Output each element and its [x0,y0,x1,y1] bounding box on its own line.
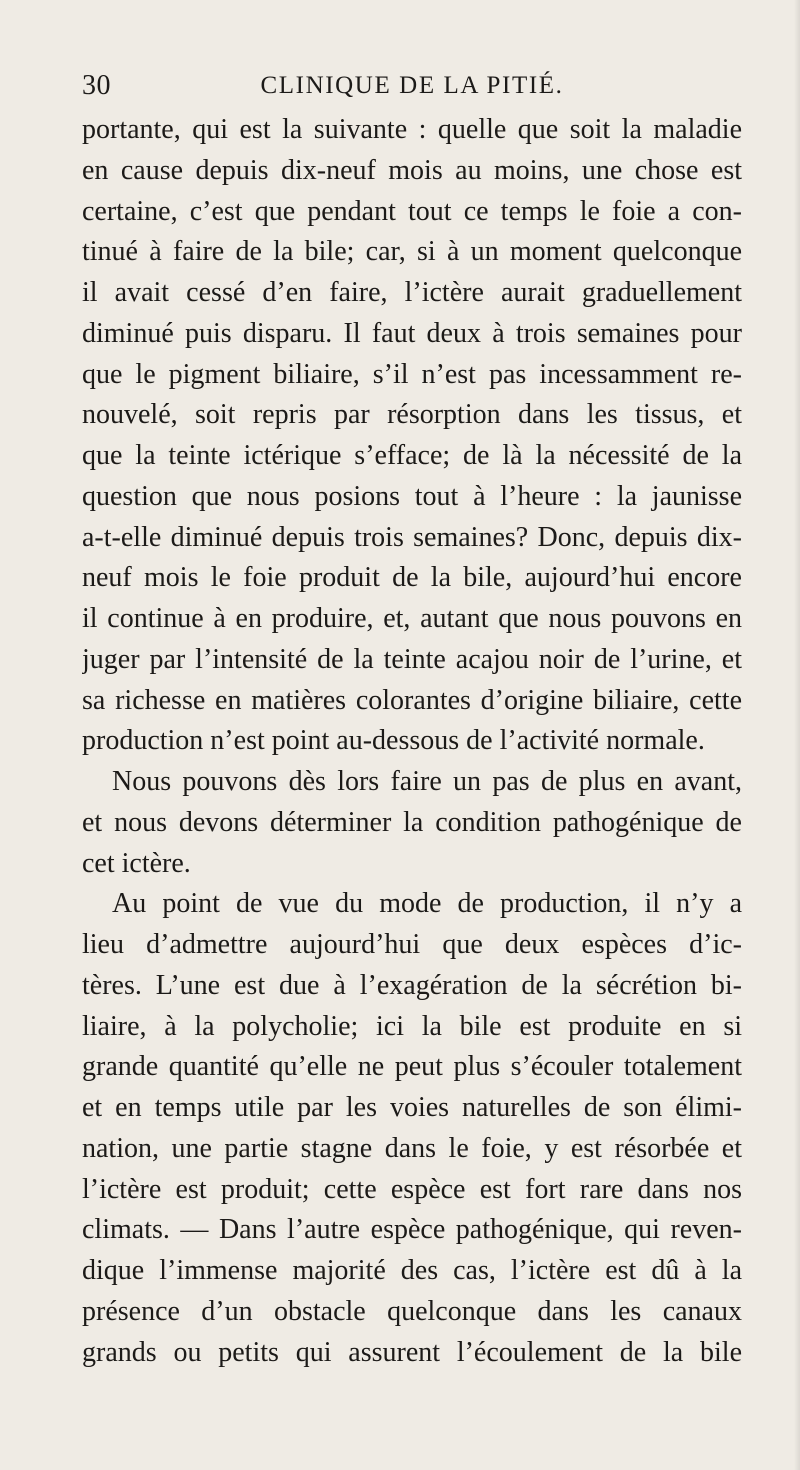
text-line: grande quantité qu’elle ne peut plus s’écouler totalement [82,1051,742,1083]
text-line: et nous devons déterminer la condition pathogénique de [82,806,742,838]
text-line: liaire, à la polycholie; ici la bile est produite en si [82,1010,742,1042]
text-line: diminué puis disparu. Il faut deux à trois semaines pour [82,317,742,349]
text-line: neuf mois le foie produit de la bile, aujourd’hui encore [82,562,742,594]
text-line: certaine, c’est que pendant tout ce temps le foie a con- [82,195,742,227]
text-line: cet ictère. [82,847,191,879]
text-line: question que nous posions tout à l’heure : la jaunisse [82,480,742,512]
text-line: présence d’un obstacle quelconque dans les canaux [82,1295,742,1327]
running-head: CLINIQUE DE LA PITIÉ. [260,72,564,99]
text-line: l’ictère est produit; cette espèce est fort rare dans nos [82,1173,742,1205]
text-line: portante, qui est la suivante : quelle que soit la maladie [82,114,742,145]
text-line: a-t-elle diminué depuis trois semaines? Donc, depuis dix- [82,521,742,553]
text-line: nation, une partie stagne dans le foie, y est résorbée et [82,1132,742,1164]
text-line: production n’est point au-dessous de l’activité normale. [82,725,705,757]
text-line: grands ou petits qui assurent l’écoulement de la bile [82,1336,742,1368]
text-line: tères. L’une est due à l’exagération de la sécrétion bi- [82,969,742,1001]
text-line: Nous pouvons dès lors faire un pas de plus en avant, [112,766,742,797]
text-line: que la teinte ictérique s’efface; de là la nécessité de la [82,440,742,471]
page-edge-shadow [794,0,800,1470]
text-line: tinué à faire de la bile; car, si à un moment quelconque [82,236,742,268]
body-text [82,110,742,1373]
text-line: Au point de vue du mode de production, il n’y a [112,888,742,920]
text-line: et en temps utile par les voies naturelles de son élimi- [82,1092,742,1123]
text-line: climats. — Dans l’autre espèce pathogénique, qui reven- [82,1214,742,1246]
text-line: sa richesse en matières colorantes d’origine biliaire, cette [82,684,742,716]
text-line: juger par l’intensité de la teinte acajou noir de l’urine, et [82,643,742,675]
text-line: en cause depuis dix-neuf mois au moins, une chose est [82,154,742,186]
page-header [82,70,742,110]
text-line: il continue à en produire, et, autant que nous pouvons en [82,603,742,634]
text-line: que le pigment biliaire, s’il n’est pas incessamment re- [82,358,742,390]
page-number: 30 [82,70,111,101]
text-line: nouvelé, soit repris par résorption dans les tissus, et [82,399,742,431]
text-line: il avait cessé d’en faire, l’ictère aurait graduellement [82,277,742,308]
text-line: dique l’immense majorité des cas, l’ictère est dû à la [82,1255,742,1286]
text-line: lieu d’admettre aujourd’hui que deux espèces d’ic- [82,929,742,960]
